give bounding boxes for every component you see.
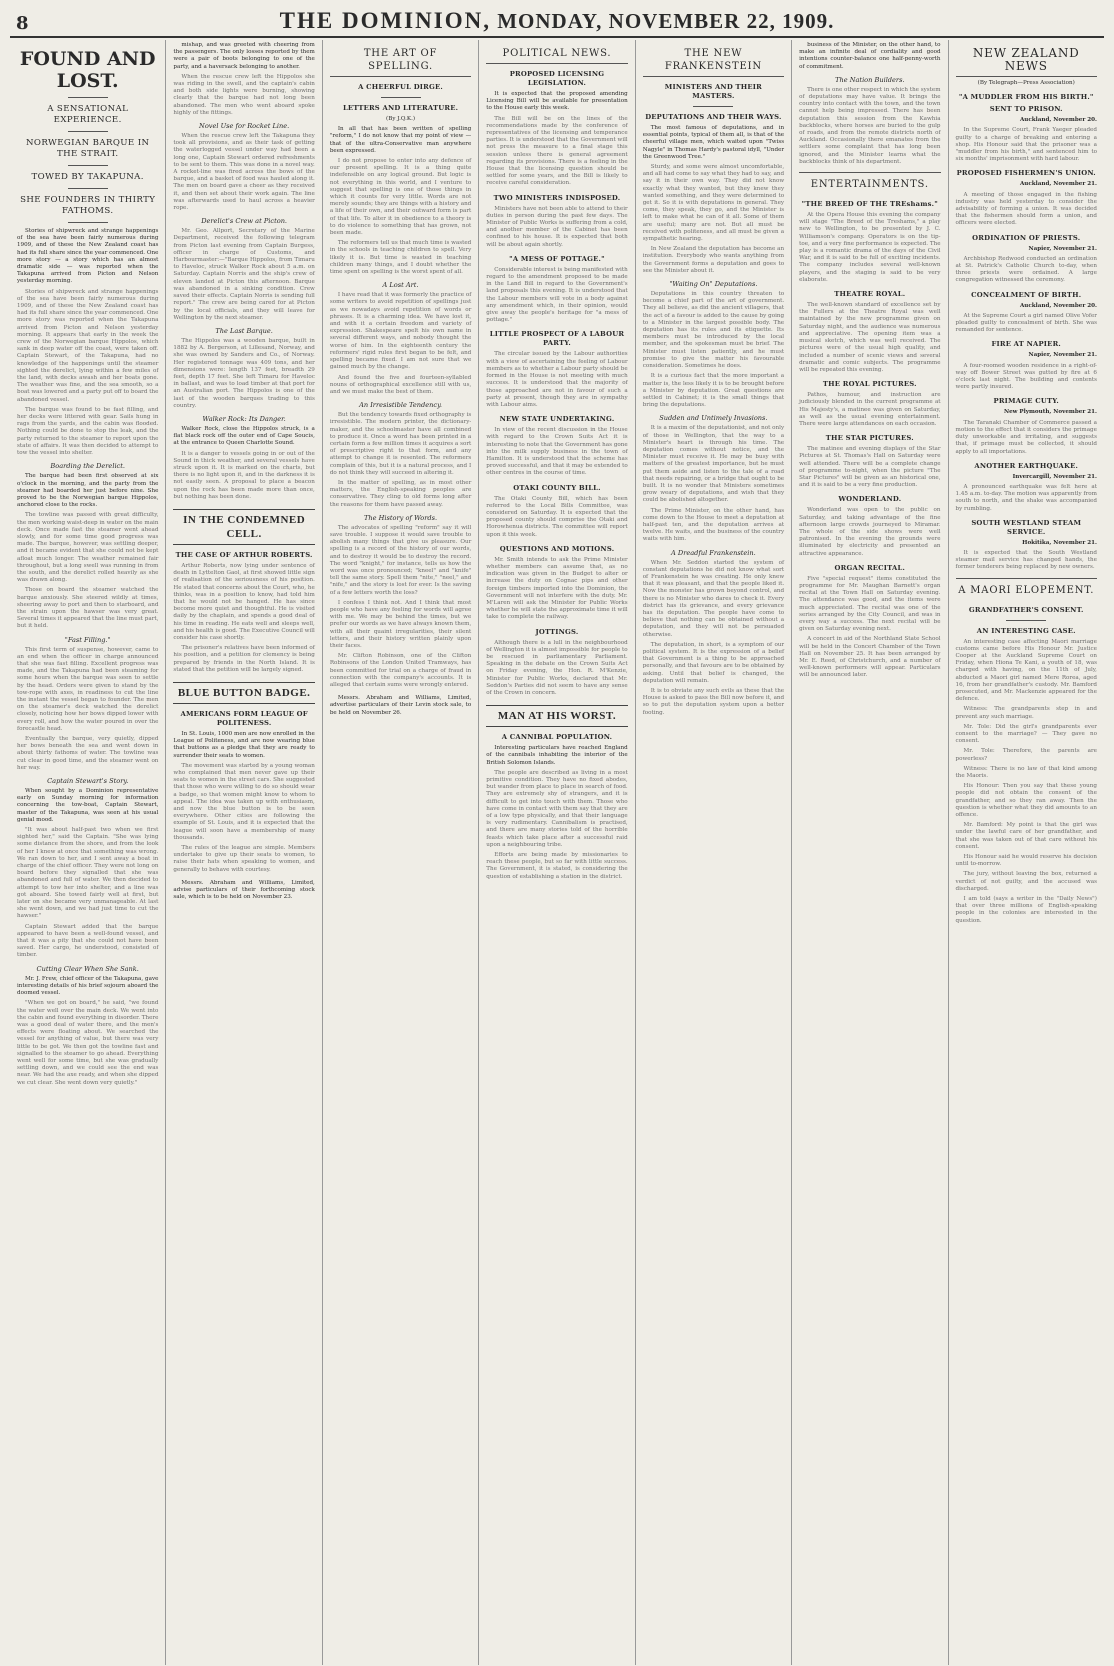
headline-found-and-lost: FOUND AND LOST. [19, 48, 156, 92]
advertisement: Messrs. Abraham and Williams, Limited, advertise particulars of their Levin stock sale, to be held on November 26. [329, 695, 472, 716]
subhead: THE CASE OF ARTHUR ROBERTS. [175, 550, 313, 559]
subhead: SOUTH WESTLAND STEAM SERVICE. [971, 518, 1082, 536]
section-heading: Boarding the Derelict. [50, 462, 125, 471]
continued-text: business of the Minister, on the other hand, to make an infinite deal of cordiality and good intentions counter-balance one half-penny-worth of commitment. [799, 42, 941, 70]
masthead-title [280, 8, 835, 34]
section-heading: The Nation Builders. [835, 75, 905, 84]
section-heading: The Last Barque. [215, 326, 273, 335]
body-copy: Stories of shipwreck and strange happenings of the sea have been fairly numerous during 1909, and of these the New Zealand coast has had its full share since the year commenced. One more story was reported when the Takapuna arrived from Picton and Nelson yesterday morning. It appears that early in the week the crew of the Norwegian barque Hippolos, which sank in deep water off the coast, were taken off. Captain Stewart, of the Takapuna, had no knowledge of the happenings until the steamer sighted the derelict, lying within a few miles of the land, with decks awash and her boats gone. The weather was fine, and the sea smooth, so a boat was lowered and a party put off to board the abandoned vessel. The barque was found to be fast filling, and her decks were littered with gear. Sails hung in rags from the yards, and the cabin was flooded. Nothing could be done to stop the leak, and the party returned to the steamer to report upon the state of affairs. It was then decided to attempt to tow the vessel into shelter. [17, 288, 159, 457]
subhead: TOWED BY TAKAPUNA. [31, 172, 144, 182]
section-heading: A Lost Art. [382, 281, 419, 290]
subhead: TWO MINISTERS INDISPOSED. [493, 193, 621, 202]
headline-new-frankenstein: THE NEW FRANKENSTEIN [643, 47, 784, 77]
columns [10, 40, 1104, 1665]
subhead: FIRE AT NAPIER. [991, 340, 1061, 349]
advertisement: Messrs. Abraham and Williams, Limited, advise particulars of their forthcoming stock sale, which is to be held on November 23. [173, 879, 315, 901]
headline-blue-button-badge: BLUE BUTTON BADGE. [173, 682, 314, 704]
section-heading: Captain Stewart's Story. [47, 777, 129, 786]
column-1: FOUND AND LOST. A SENSATIONAL EXPERIENCE. NORWEGIAN BARQUE IN THE STRAIT. TOWED BY TAKAPUNA. SHE FOUNDERS IN THIRTY FATHOMS. Stories of shipwreck and strange happenings of the sea have been fairly numerous during 1909, and of these the New Zealand coast has had its full share since the year commenced. One more story — a story which has an almost dramatic side — was reported when the Takapuna arrived from Picton and Nelson yesterday morning. Stories of shipwreck and strange happenings of the sea have been fairly numerous during 1909, and of these the New Zealand coast has had its full share since the year commenced. One more story was reported when the Takapuna arrived from Picton and Nelson yesterday morning. It appears that early in the week the crew of the Norwegian barque Hippolos, which sank in deep water off the coast, were taken off. Captain Stewart, of the Takapuna, had no knowledge of the happenings until the steamer sighted the derelict, lying within a few miles of the land, with decks awash and her boats gone. The weather was fine, and the sea smooth, so a boat was lowered and a party put off to board the abandoned vessel. The barque was found to be fast filling, and her decks were littered with gear. Sails hung in rags from the yards, and the cabin was flooded. Nothing could be done to stop the leak, and the party returned to the steamer to report upon the state of affairs. It was then decided to attempt to tow the vessel into shelter. Boarding the Derelict. The barque had been first observed at six o'clock in the morning, and the party from the steamer had boarded her just before nine. She proved to be the Norwegian barque Hippolos, anchored close to the rocks. The towline was passed with great difficulty, the men working waist-deep in water on the main deck. Once made fast the steamer went ahead slowly, and for some time good progress was made. The barque, however, was settling deeper, and it became evident that she could not be kept afloat much longer. The weather remained fair throughout, but a long swell was running in from the south, and the derelict rolled heavily as she was drawn along. Those on board the steamer watched the barque anxiously. She steered wildly at times, sheering away to port and then to starboard, and the strain upon the hawser was very great. Several times it appeared that the line must part, but it held. "Fast Filling." This first term of suspense, however, came to an end when the officer in charge announced that she was fast filling. Excellent progress was made, and the Takapuna had been steaming for some hours when the barque was seen to settle by the head. Orders were given to stand by the tow-rope with axes, in readiness to cut the line the instant the vessel began to founder. The men on the steamer's deck watched the derelict closely, noticing how her bows dipped lower with every roll, and how the water poured in over the forecastle head. Eventually the barque, very quietly, dipped her bows beneath the sea and went down in about thirty fathoms of water. The towline was cut clear in good time, and the steamer went on her way. Captain Stewart's Story. When sought by a Dominion representative early on Sunday morning for information concerning the tow-boat, Captain Stewart, master of the Takapuna, was seen at his usual genial mood. "It was about half-past two when we first sighted her," said the Captain. "She was lying some distance from the shore, and from the look of her I knew at once that something was wrong. We ran down to her, and I sent away a boat in charge of the chief officer. They were not long on board before they signalled that she was abandoned and full of water. We then decided to attempt to tow her into shelter, and a line was got aboard. She towed fairly well at first, but later on she became very unmanageable. At last she went down, and we had just time to cut the hawser." Captain Stewart added that the barque appeared to have been a well-found vessel, and that it was a pity that she could not have been saved. Her cargo, he understood, consisted of timber. Cutting Clear When She Sank. Mr. J. Frew, chief officer of the Takapuna, gave interesting details of his brief sojourn aboard the doomed vessel. "When we got on board," he said, "we found the water well over the main deck. We went into the cabin and found everything in disorder. There was a good deal of water there, and the men's effects were floating about. We searched the vessel for anything of value, but there was very little to be got. We then got the towline fast and signalled to the steamer to go ahead. Everything went well for some time, but she was gradually settling down, and we could see the end was near. We had the axe ready, and when she dipped we cut clear. She went down very quietly." [17, 48, 159, 1086]
subhead: PRIMAGE CUTY. [993, 397, 1059, 406]
headline-entertainments: ENTERTAINMENTS. [810, 179, 929, 191]
column-2: mishap, and was greeted with cheering from the passengers. The only losses reported by them were a pair of boots belonging to one of the party, and a haversack belonging to another. When the rescue crew left the Hippolos she was riding in the swell, and the captain's cabin and both side lights were burning, showing clearly that the barque had not long been abandoned. The men who went aboard spoke highly of the fittings. Novel Use for Rocket Line. When the rescue crew left the Takapuna they took all provisions, and as their task of getting the waterlogged vessel under way had been a long one, Captain Stewart ordered refreshments to be sent to them. This was done in a novel way. A rocket-line was fired across the bows of the barque, and a basket of food was hauled along it. The men on board gave a cheer as they received it, and then set about their work again. The line was afterwards used to haul across a heavier rope. Derelict's Crew at Picton. Mr. Geo. Allport, Secretary of the Marine Department, received the following telegram from Picton last evening from Captain Burgess, officer in charge of Customs, and Harbourmaster:—"Barque Hippolos, from Timaru to Haveloc, struck Walker Rock about 5 a.m. on Saturday. Captain Norris and the ship's crew of eleven landed at Picton this afternoon. Barque was abandoned in a sinking condition. Crew saved their effects. Captain Norris is sending full report." The crew are being cared for at Picton by the local officials, and they will leave for Wellington by the next steamer. The Last Barque. The Hippolos was a wooden barque, built in 1882 by A. Bergerson, at Lillesand, Norway, and she was owned by Sanders and Co., of Norway. Her registered tonnage was 409 tons, and her dimensions were: length 137 feet, breadth 29 feet, depth 17 feet. She left Timaru for Haveloc in ballast, and was to load timber at that port for an Australian port. The Hippolos is one of the last of the wooden barques trading to this country. Walker Rock: Its Danger. Walker Rock, close the Hippolos struck, is a flat black rock off the outer end of Cape Soucis, at the entrance to Queen Charlotte Sound. It is a danger to vessels going in or out of the Sound in thick weather, and several vessels have struck upon it. It is marked on the charts, but there is no light upon it, and in the darkness it is not easily seen. A proposal to place a beacon upon the rock has been made more than once, but nothing has been done. IN THE CONDEMNED CELL. THE CASE OF ARTHUR ROBERTS. Arthur Roberts, now lying under sentence of death in Lyttelton Gaol, at first showed little sign of realisation of the seriousness of his position. He stated that concerns about the Court, who, he thinks, was in a position to know, had told him that he would not be hanged. He has since become more quiet and thoughtful. He is visited daily by the chaplain, and spends a good deal of his time in reading. He eats well and sleeps well, and his health is good. The Executive Council will consider his case shortly. The prisoner's relatives have been informed of his position, and a petition for clemency is being prepared by friends in the North Island. It is stated that the petition will be largely signed. BLUE BUTTON BADGE. AMERICANS FORM LEAGUE OF POLITENESS. In St. Louis, 1000 men are now enrolled in the League of Politeness, and are now wearing blue that buttons as a pledge that they are ready to surrender their seats to women. The movement was started by a young woman who complained that men never gave up their seats to women in the street cars. She suggested that those who were willing to do so should wear a badge, so that women might know to whom to appeal. The idea was taken up with enthusiasm, and now the blue button is to be seen everywhere. Other cities are following the example of St. Louis, and it is expected that the league will soon have a membership of many thousands. The rules of the league are simple. Members undertake to give up their seats to women, to raise their hats when speaking to women, and generally to behave with courtesy. Messrs. Abraham and Williams, Limited, advise particulars of their forthcoming stock sale, which is to be held on November 23. [165, 40, 321, 1665]
section-heading: A Dreadful Frankenstein. [671, 548, 756, 557]
subhead: SENT TO PRISON. [989, 105, 1063, 114]
section-heading: The History of Words. [363, 513, 438, 522]
section-heading: "Fast Filling." [64, 635, 111, 644]
column-7: NEW ZEALAND NEWS (By Telegraph—Press Association) "A MUDDLER FROM HIS BIRTH." SENT TO PRISON. Auckland, November 20. In the Supreme Court, Frank Yaeger pleaded guilty to a charge of breaking and entering a shop. His Honour said that the prisoner was a "muddler from his birth," and sentenced him to six months' imprisonment with hard labour. PROPOSED FISHERMEN'S UNION. Auckland, November 21. A meeting of those engaged in the fishing industry was held yesterday to consider the advisability of forming a union. It was decided that the fishermen should form a union, and officers were elected. ORDINATION OF PRIESTS. Napier, November 21. Archbishop Redwood conducted an ordination at St. Patrick's Catholic Church to-day, when three priests were ordained. A large congregation witnessed the ceremony. CONCEALMENT OF BIRTH. Auckland, November 20. At the Supreme Court a girl named Olive Vofer pleaded guilty to concealment of birth. She was remanded for sentence. FIRE AT NAPIER. Napier, November 21. A four-roomed wooden residence in a right-of-way off Bower Street was gutted by fire at 6 o'clock last night. The building and contents were partly insured. PRIMAGE CUTY. New Plymouth, November 21. The Taranaki Chamber of Commerce passed a motion to the effect that it considers the primage duty unworkable and irritating, and suggests that, if primage must be collected, it should apply to all importations. ANOTHER EARTHQUAKE. Invercargill, November 21. A pronounced earthquake was felt here at 1.45 a.m. to-day. The motion was apparently from south to north, and the shake was accompanied by rumbling. SOUTH WESTLAND STEAM SERVICE. Hokitika, November 21. It is expected that the South Westland steamer mail service has changed hands, the former tenderers being replaced by new owners. A MAORI ELOPEMENT. GRANDFATHER'S CONSENT. AN INTERESTING CASE. An interesting case affecting Maori marriage customs came before His Honour Mr. Justice Cooper at the Auckland Supreme Court on Friday, when Hiona Te Kani, a youth of 18, was charged with having, on the 11th of July, abducted a Maori girl named Mere Rorea, aged 16, from her grandfather's custody. Mr. Bamford prosecuted, and Mr. Mackenzie appeared for the defence. Witness: The grandparents step in and prevent any such marriage. Mr. Tole: Did the girl's grandparents ever consent to the marriage? — They gave no consent. Mr. Tole: Therefore, the parents are powerless? Witness: There is no law of that kind among the Maoris. His Honour: Then you say that these young people did not obtain the consent of the grandfather, and so they ran away. Then the question is whether what they did amounts to an offence. Mr. Bamford: My point is that the girl was under the lawful care of her grandfather, and that she was taken out of that care without his consent. His Honour said he would reserve his decision until to-morrow. The jury, without leaving the box, returned a verdict of not guilty, and the accused was discharged. I am told (says a writer in the "Daily News") that over three millions of English-speaking people in the colonies are interested in the question. [948, 40, 1104, 1665]
subhead: "THE BREED OF THE TREshams." [801, 200, 938, 209]
subhead: GRANDFATHER'S CONSENT. [968, 605, 1084, 614]
headline-new-zealand-news: NEW ZEALAND NEWS [956, 47, 1097, 77]
section-heading: Cutting Clear When She Sank. [36, 964, 139, 973]
section-heading: Derelict's Crew at Picton. [201, 217, 288, 226]
column-4: POLITICAL NEWS. PROPOSED LICENSING LEGISLATION. It is expected that the proposed amending Licensing Bill will be available for presentation to the House early this week. The Bill will be on the lines of the recommendations made by the conference of representatives of the licensing and temperance parties. It is understood that the Government will not press the measure to a final stage this session unless there is general agreement regarding its provisions. There is a feeling in the House that the licensing question should be settled for some years, and the Bill is likely to receive careful consideration. TWO MINISTERS INDISPOSED. Ministers have not been able to attend to their duties in person during the past few days. The Minister of Public Works is suffering from a cold, and another member of the Cabinet has been confined to his house. It is expected that both will be about again shortly. "A MESS OF POTTAGE." Considerable interest is being manifested with regard to the amendment proposed to be made in the Land Bill in regard to the Government's land proposals this evening. It is understood that the Labour members will vote in a body against any amendment which, in their opinion, would give away the people's heritage for "a mess of pottage." LITTLE PROSPECT OF A LABOUR PARTY. The circular issued by the Labour authorities with a view of ascertaining the feeling of Labour members as to whether a Labour party should be formed in the House is not meeting with much success. It is understood that the majority of those approached are not in favour of such a party at present, though they are in sympathy with Labour aims. NEW STATE UNDERTAKING. In view of the recent discussion in the House with regard to the Crown Suits Act it is interesting to note that the Government has gone into the milk supply business in the town of Hamilton. It is understood that the scheme has proved successful, and that it may be extended to other centres in the course of time. OTAKI COUNTY BILL. The Otaki County Bill, which has been referred to the Local Bills Committee, was considered on Saturday. It is expected that the proposed county should comprise the Otaki and Horowhenua districts. The committee will report upon it this week. QUESTIONS AND MOTIONS. Mr. Smith intends to ask the Prime Minister whether members can assume that, as no indication was given in the Budget to alter or increase the duty on Cognac pips and other foreign timbers imported into the Dominion, the Government will not interfere with the duty. Mr. M'Laren will ask the Minister for Public Works whether he will state the approximate time it will take to complete the railway. JOTTINGS. Although there is a lull in the neighbourhood of Wellington it is almost impossible for people to be rescued in parliamentary Parliament. Speaking in the debate on the Crown Suits Act on Friday evening, the Hon. R. M'Kenzie, Minister for Public Works, declared that Mr. Seddon's Parties did not seem to have any sense of the Crown in concern. MAN AT HIS WORST. A CANNIBAL POPULATION. Interesting particulars have reached England of the cannibals inhabiting the interior of the British Solomon Islands. The people are described as living in a most primitive condition. They have no fixed abodes, but wander from place to place in search of food. They are extremely shy of strangers, and it is difficult to get into touch with them. Those who have come in contact with them say that they are of a low type physically, and that their language is very rudimentary. Cannibalism is practised, and there are many stories told of the horrible feasts which take place after a successful raid upon a neighbouring tribe. Efforts are being made by missionaries to reach these people, but so far with little success. The Government, it is stated, is considering the question of establishing a station in the district. [478, 40, 634, 1665]
masthead [10, 6, 1104, 38]
section-heading: An Irresistible Tendency. [359, 401, 443, 410]
section-heading: "Waiting On" Deputations. [669, 280, 758, 289]
section-heading: Novel Use for Rocket Line. [199, 122, 290, 131]
subhead: NEW STATE UNDERTAKING. [499, 415, 615, 424]
byline: (By J.Q.K.) [386, 116, 416, 122]
section-heading: Walker Rock: Its Danger. [202, 414, 286, 423]
subhead: DEPUTATIONS AND THEIR WAYS. [645, 113, 782, 121]
subhead: MINISTERS AND THEIR MASTERS. [664, 83, 762, 100]
subhead: A SENSATIONAL EXPERIENCE. [47, 104, 129, 125]
column-6: business of the Minister, on the other hand, to make an infinite deal of cordiality and good intentions counter-balance one half-penny-worth of commitment. The Nation Builders. There is one other respect in which the system of deputations may have value. It brings the country into contact with the town, and the town cannot help being impressed. There has been deputation this session from the Kawhia backblocks, where horses are buried to the gulp of roads, and from the remote districts north of Auckland. Occasionally there emanates from the settlers some complaint that has long been ignored, and the Minister learns what the backblocks think of his department. ENTERTAINMENTS. "THE BREED OF THE TREshams." At the Opera House this evening the company will stage "The Breed of the Treshams," a play new to Wellington, to be presented by J. C. Williamson's company. Operators is on the tip-toe, and a very fine performance is expected. The play is a romantic drama of the days of the Civil War, and it is said to be full of exciting incidents. The company includes several well-known players, and the staging is said to be very elaborate. THEATRE ROYAL. The well-known standard of excellence set by the Fullers at the Theatre Royal was well maintained by the new programme given on Saturday night, and the audience was numerous and appreciative. The opening item was a musical sketch, which was well received. The pictures were of the usual high quality, and included a number of scenic views and several dramatic and comic subjects. The programme will be repeated this evening. THE ROYAL PICTURES. Pathos, humour, and instruction are judiciously blended in the current programme at His Majesty's, a matinee was given on Saturday, as well as the usual evening entertainment. There were large attendances on each occasion. THE STAR PICTURES. The matinee and evening displays of the Star Pictures at St. Thomas's Hall on Saturday were well attended. There will be a complete change of programme to-night, when the picture "The Star Pictures" will be given as an historical one, and it is said to be a very fine production. WONDERLAND. Wonderland was open to the public on Saturday, and taking advantage of the fine afternoon large crowds journeyed to Miramar. The whole of the side shows were well patronised. In the evening the grounds were illuminated by electricity and presented an attractive appearance. ORGAN RECITAL. Five "special request" items constituted the programme for Mr. Maughan Barnett's organ recital at the Town Hall on Saturday evening. The attendance was good, and the items were much appreciated. The recital was one of the series arranged by the City Council, and was in every way a success. The next recital will be given on Saturday evening next. A concert in aid of the Northland State School will be held in the Concert Chamber of the Town Hall on November 25. It has been arranged by Mr. E. Reed, of Christchurch, and a number of well-known performers will appear. Particulars will be announced later. [791, 40, 947, 1665]
subhead: JOTTINGS. [535, 627, 579, 636]
byline: (By Telegraph—Press Association) [977, 80, 1075, 86]
headline-political-news: POLITICAL NEWS. [486, 47, 627, 64]
article-intro: Stories of shipwreck and strange happenings of the sea have been fairly numerous during 1909, and of these the New Zealand coast has had its full share since the year commenced. One more story — a story which has an almost dramatic side — was reported when the Takapuna arrived from Picton and Nelson yesterday morning. [17, 228, 159, 285]
subhead: SHE FOUNDERS IN THIRTY FATHOMS. [20, 195, 156, 216]
subhead: PROPOSED LICENSING LEGISLATION. [509, 70, 605, 87]
subhead: LITTLE PROSPECT OF A LABOUR PARTY. [489, 330, 625, 348]
subhead: QUESTIONS AND MOTIONS. [499, 544, 615, 553]
subhead: A CHEERFUL DIRGE. [358, 83, 443, 91]
issue-date: MONDAY, NOVEMBER 22, 1909. [497, 9, 835, 33]
subhead: "A MUDDLER FROM HIS BIRTH." [958, 93, 1094, 102]
headline-man-at-his-worst: MAN AT HIS WORST. [486, 705, 627, 727]
subhead: "A MESS OF POTTAGE." [509, 254, 605, 263]
subhead: NORWEGIAN BARQUE IN THE STRAIT. [25, 138, 150, 159]
subhead: WONDERLAND. [838, 495, 902, 504]
page-number: 8 [16, 13, 29, 34]
section-heading: Sudden and Untimely Invasions. [659, 414, 768, 423]
headline-maori-elopement: A MAORI ELOPEMENT. [958, 584, 1095, 596]
subhead: ORGAN RECITAL. [834, 563, 906, 572]
subhead: THE ROYAL PICTURES. [822, 380, 917, 389]
subhead: THE STAR PICTURES. [825, 434, 914, 443]
headline-condemned-cell: IN THE CONDEMNED CELL. [173, 509, 314, 545]
continued-text: mishap, and was greeted with cheering from the passengers. The only losses reported by them were a pair of boots belonging to one of the party, and a haversack belonging to another. [173, 42, 315, 70]
column-5: THE NEW FRANKENSTEIN MINISTERS AND THEIR MASTERS. DEPUTATIONS AND THEIR WAYS. The most famous of deputations, and in essential points, typical of them all, is that of the cheerful village men, which waited upon "Twiss Nagyle" in Thomas Hardy's pastoral idyll, "Under the Greenwood Tree." Sturdy, and some were almost uncomfortable, and all had come to say what they had to say, and say it in their own way. They did not know exactly what they wanted, but they knew they wanted something, and they were determined to get it. So it is with deputations in general. They come, they speak, they go, and the Minister is left to make what he can of it all. Some of them are useful; many are not. But all must be received with politeness, and all must be given a sympathetic hearing. In New Zealand the deputation has become an institution. Everybody who wants anything from the Government forms a deputation and goes to see the Minister about it. "Waiting On" Deputations. Deputations in this country threaten to become a chief part of the art of government. They all believe, as did the ancient villagers, that the act of a favour is added to the cause by going to a Minister in the largest possible body. The deputation has its rules and its etiquette. Its members must be introduced by the local member, and the spokesman must be brief. The Minister must listen patiently, and he must promise to give the matter his favourable consideration. Sometimes he does. It is a curious fact that the more important a matter is, the less likely it is to be brought before a Minister by deputation. Great questions are settled in Cabinet; it is the small things that bring the deputations. Sudden and Untimely Invasions. It is a maxim of the deputationist, and not only of those in Wellington, that the way to a Minister's heart is through his time. The deputation comes without notice, and the Minister must receive it. He may be busy with matters of the greatest importance, but he must put them aside and listen to the tale of a road that needs repairing, or a bridge that ought to be built. It is no wonder that Ministers sometimes grow weary of deputations, and wish that they could be abolished altogether. The Prime Minister, on the other hand, has come down to the House to meet a deputation at half-past ten, and the deputation arrives at twelve. He waits, and the business of the country waits with him. A Dreadful Frankenstein. When Mr. Seddon started the system of constant deputations he did not know what sort of Frankenstein he was creating. He only knew that it was pleasant, and that the people liked it. Now the monster has grown beyond control, and there is no Minister who dares to check it. Every district has its grievance, and every grievance has its deputation. The people have come to believe that nothing can be obtained without a deputation, and they will not be persuaded otherwise. The deputation, in short, is a symptom of our political system. It is the expression of a belief that Government is a thing to be approached personally, and that favours are to be obtained by asking. Until that belief is changed, the deputation will remain. It is to obviate any such evils as these that the House is asked to pass the Bill now before it, and so to put the deputation system upon a better footing. [635, 40, 791, 1665]
subhead: CONCEALMENT OF BIRTH. [971, 290, 1082, 299]
headline-art-of-spelling: THE ART OF SPELLING. [330, 47, 471, 77]
subhead: AMERICANS FORM LEAGUE OF POLITENESS. [180, 710, 308, 728]
subhead: A CANNIBAL POPULATION. [501, 733, 613, 742]
subhead: ANOTHER EARTHQUAKE. [974, 461, 1079, 470]
subhead: ORDINATION OF PRIESTS. [972, 233, 1081, 242]
subhead: PROPOSED FISHERMEN'S UNION. [956, 169, 1096, 178]
subhead: THEATRE ROYAL. [834, 290, 906, 299]
subhead: OTAKI COUNTY BILL. [513, 483, 601, 492]
subhead: AN INTERESTING CASE. [976, 626, 1076, 635]
column-3: THE ART OF SPELLING. A CHEERFUL DIRGE. LETTERS AND LITERATURE. (By J.Q.K.) In all that has been written of spelling "reform," I do not know that my point of view — that of the ultra-Conservative man anywhere been expressed. I do not propose to enter into any defence of our present spelling. It is a thing quite indefensible on any logical ground. But logic is not everything in this world, and I venture to suggest that spelling is one of those things in which it counts for very little. Words are not merely sounds; they are things with a history and a life of their own, and their outward form is part of that life. To alter it in obedience to a theory is to do violence to something that has grown, not been made. The reformers tell us that much time is wasted in the schools in teaching children to spell. Very likely it is. But time is wasted in teaching children many things, and I doubt whether the time spent on spelling is the worst spent of all. A Lost Art. I have read that it was formerly the practice of some writers to avoid repetition of spellings just as we nowadays avoid repetition of words or phrases. It is a charming idea. We have lost it, and with it a certain freedom and variety of expression. Shakespeare spelt his own name in several different ways, and nobody thought the worse of him. In the eighteenth century the reformers' rigid rules first began to be felt, and spelling became fixed. I am not sure that we gained much by the change. And found the five and fourteen-syllabled nouns of orthographical excellence still with us, and we must make the best of them. An Irresistible Tendency. But the tendency towards fixed orthography is irresistible. The modern printer, the dictionary-maker, and the schoolmaster have all combined to produce it. Once a word has been printed in a certain form a few million times it acquires a sort of prescriptive right to that form, and any attempt to change it is resented. The reformers complain of this, but it is a natural process, and I do not think they will succeed in altering it. In the matter of spelling, as in most other matters, the English-speaking peoples are conservative. They cling to old forms long after the reasons for them have passed away. The History of Words. The advocates of spelling "reform" say it will save trouble. I suppose it would save trouble to abolish many things that give us pleasure. Our spelling is a record of the history of our words, and to destroy it would be to destroy the record. The word "knight," for instance, tells us how the word was once pronounced; "kneel" and "knife" tell the same story. Spell them "nite," "neel," and "nife," and the story is lost for ever. Is the saving of a few letters worth the loss? I confess I think not. And I think that most people who have any feeling for words will agree with me. We may be behind the times, but we prefer our words as we have always known them, with all their quaint irregularities, their silent letters, and their history written plainly upon their faces. Mr. Clifton Robinson, one of the Clifton Robinsons of the London United Tramways, has been committed for trial on a charge of fraud in connection with the company's accounts. It is alleged that certain sums were wrongly entered. Messrs. Abraham and Williams, Limited, advertise particulars of their Levin stock sale, to be held on November 26. [322, 40, 478, 1665]
paper-name: THE DOMINION, [279, 8, 491, 33]
subhead: LETTERS AND LITERATURE. [342, 104, 459, 112]
